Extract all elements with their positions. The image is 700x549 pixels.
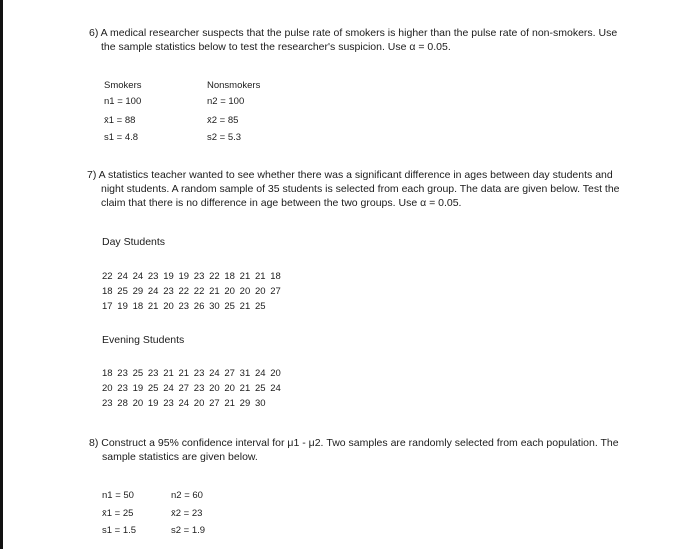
q8-sample1-n: n1 = 50 — [102, 490, 134, 501]
evening-students-heading: Evening Students — [102, 334, 185, 346]
data-value: 18 — [270, 271, 281, 282]
day-data-row-1 — [102, 269, 286, 284]
data-value: 18 — [224, 271, 235, 282]
data-value: 24 — [163, 383, 174, 394]
data-value: 27 — [270, 286, 281, 297]
data-value: 18 — [102, 368, 113, 379]
day-students-heading: Day Students — [102, 236, 166, 248]
data-value: 18 — [102, 286, 113, 297]
data-value: 25 — [254, 301, 266, 312]
q6-smokers-mean: x̄1 = 88 — [104, 115, 136, 126]
data-value: 21 — [239, 383, 251, 394]
data-value: 31 — [239, 368, 251, 379]
q6-text-line-2: the sample statistics below to test the researcher's suspicion. Use α = 0.05. — [101, 41, 451, 53]
data-value: 18 — [132, 301, 144, 312]
data-value: 23 — [163, 286, 174, 297]
data-value: 24 — [270, 383, 281, 394]
q6-smokers-s: s1 = 4.8 — [104, 132, 139, 143]
data-value: 30 — [254, 398, 266, 409]
data-value: 23 — [102, 398, 113, 409]
q6-smokers-header: Smokers — [104, 80, 142, 91]
data-value: 23 — [147, 368, 159, 379]
q8-text-line-2: sample statistics are given below. — [102, 451, 258, 463]
data-value: 23 — [178, 301, 190, 312]
evening-data-row-1 — [102, 366, 286, 381]
data-value: 20 — [209, 383, 220, 394]
data-value: 20 — [224, 383, 235, 394]
data-value: 21 — [239, 301, 251, 312]
data-value: 22 — [193, 286, 205, 297]
data-value: 21 — [254, 271, 266, 282]
data-value: 21 — [147, 301, 159, 312]
data-value: 19 — [147, 398, 159, 409]
data-value: 26 — [193, 301, 205, 312]
data-value: 19 — [132, 383, 144, 394]
data-value: 21 — [163, 368, 174, 379]
data-value: 24 — [147, 286, 159, 297]
data-value: 20 — [254, 286, 266, 297]
q7-text-line-2: night students. A random sample of 35 students is selected from each group. The data are given below. Test the — [101, 183, 620, 195]
q8-sample2-s: s2 = 1.9 — [171, 525, 206, 536]
data-value: 20 — [224, 286, 235, 297]
q8-sample2-mean: x̄2 = 23 — [171, 508, 203, 519]
day-students-data — [102, 269, 286, 314]
data-value: 27 — [209, 398, 220, 409]
data-value: 23 — [117, 383, 128, 394]
data-value: 24 — [178, 398, 190, 409]
q8-sample1-mean: x̄1 = 25 — [102, 508, 134, 519]
left-edge-border — [0, 0, 3, 549]
data-value: 20 — [102, 383, 113, 394]
q6-text-line-1: 6) A medical researcher suspects that the pulse rate of smokers is higher than the pulse rate of non-smokers. Use — [89, 27, 618, 39]
data-value: 21 — [178, 368, 190, 379]
data-value: 30 — [209, 301, 220, 312]
data-value: 20 — [193, 398, 205, 409]
data-value: 20 — [163, 301, 174, 312]
data-value: 23 — [193, 368, 205, 379]
data-value: 23 — [117, 368, 128, 379]
data-value: 25 — [254, 383, 266, 394]
data-value: 27 — [224, 368, 235, 379]
data-value: 21 — [209, 286, 220, 297]
data-value: 25 — [224, 301, 235, 312]
data-value: 23 — [163, 398, 174, 409]
q6-nonsmokers-s: s2 = 5.3 — [207, 132, 242, 143]
data-value: 19 — [178, 271, 190, 282]
q7-text-line-1: 7) A statistics teacher wanted to see whether there was a significant difference in ages between day students and — [87, 169, 613, 181]
day-data-row-2 — [102, 284, 286, 299]
data-value: 29 — [132, 286, 144, 297]
q6-smokers-n: n1 = 100 — [104, 96, 142, 107]
data-value: 25 — [147, 383, 159, 394]
data-value: 28 — [117, 398, 128, 409]
q8-text-line-1: 8) Construct a 95% confidence interval for μ1 - μ2. Two samples are randomly selected from each population. The — [89, 437, 619, 449]
data-value: 23 — [193, 383, 205, 394]
data-value: 27 — [178, 383, 190, 394]
data-value: 24 — [117, 271, 128, 282]
data-value: 20 — [270, 368, 281, 379]
data-value: 23 — [193, 271, 205, 282]
data-value: 23 — [147, 271, 159, 282]
q6-nonsmokers-header: Nonsmokers — [207, 80, 261, 91]
data-value: 29 — [239, 398, 251, 409]
data-value: 22 — [209, 271, 220, 282]
q8-sample2-n: n2 = 60 — [171, 490, 203, 501]
data-value: 19 — [117, 301, 128, 312]
data-value: 19 — [163, 271, 174, 282]
data-value: 21 — [224, 398, 235, 409]
evening-data-row-3 — [102, 396, 286, 411]
data-value: 20 — [132, 398, 144, 409]
day-data-row-3 — [102, 299, 286, 314]
data-value: 24 — [254, 368, 266, 379]
data-value: 25 — [117, 286, 128, 297]
q8-sample1-s: s1 = 1.5 — [102, 525, 137, 536]
data-value: 25 — [132, 368, 144, 379]
evening-students-data — [102, 366, 286, 411]
q7-text-line-3: claim that there is no difference in age between the two groups. Use α = 0.05. — [101, 197, 462, 209]
data-value: 24 — [209, 368, 220, 379]
data-value: 22 — [102, 271, 113, 282]
data-value: 22 — [178, 286, 190, 297]
data-value: 20 — [239, 286, 251, 297]
data-value: 17 — [102, 301, 113, 312]
q6-nonsmokers-n: n2 = 100 — [207, 96, 245, 107]
data-value: 24 — [132, 271, 144, 282]
evening-data-row-2 — [102, 381, 286, 396]
q6-nonsmokers-mean: x̄2 = 85 — [207, 115, 239, 126]
data-value: 21 — [239, 271, 251, 282]
